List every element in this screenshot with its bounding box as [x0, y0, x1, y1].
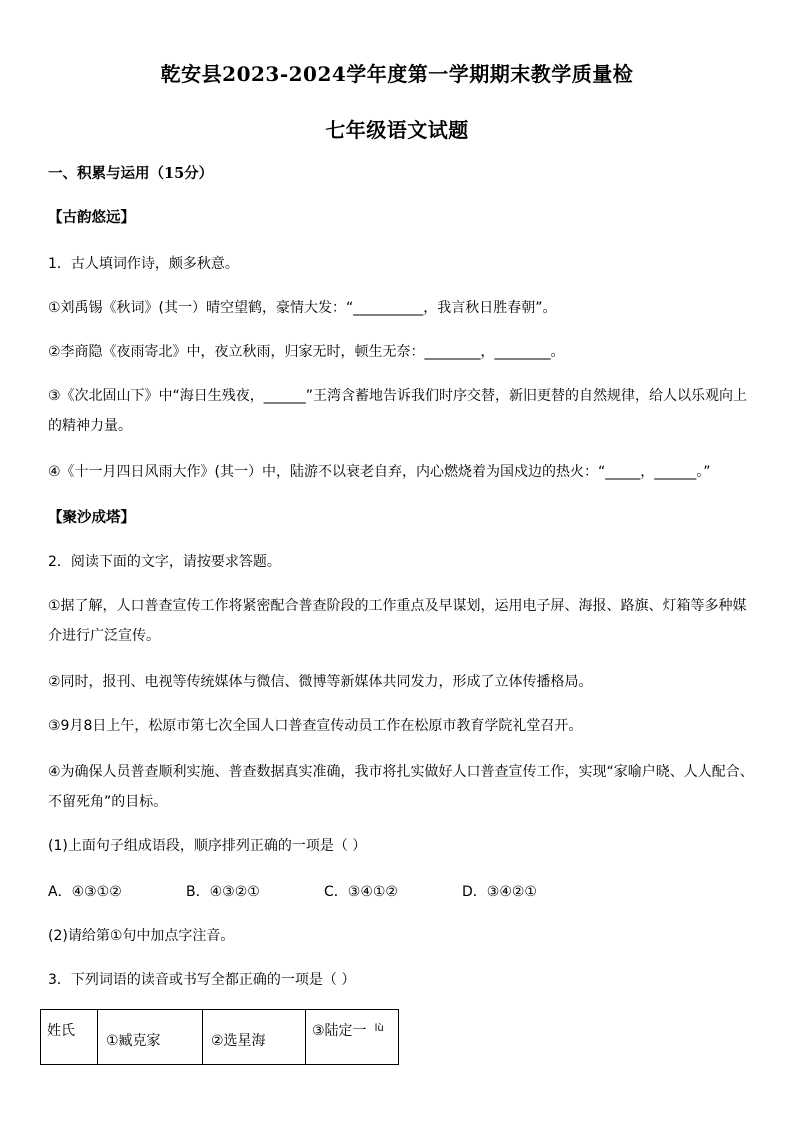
pinyin-annotation: lù — [374, 1023, 384, 1034]
q1-item-4: ④《十一月四日风雨大作》(其一）中，陆游不以衰老自弃，内心燃烧着为国戍边的热火：“_____，______。” — [48, 464, 711, 480]
q1-item-2: ②李商隐《夜雨寄北》中，夜立秋雨，归家无时，顿生无奈：________，________。 — [48, 344, 565, 360]
option-c[interactable]: C．③④①② — [324, 884, 398, 900]
table-cell: 姓氏 — [41, 1010, 98, 1065]
q1-item-3-line1: ③《次北固山下》中“海日生残夜，______”王湾含蓄地告诉我们时序交替，新旧更替的自然规律，给人以乐观向上 — [48, 388, 748, 404]
q2-stem: 2．阅读下面的文字，请按要求答题。 — [48, 554, 281, 570]
q2-sentence-1-line1: ①据了解，人口普查宣传工作将紧密配合普查阶段的工作重点及早谋划，运用电子屏、海报、路旗、灯箱等多种媒 — [48, 598, 747, 614]
option-d[interactable]: D．③④②① — [462, 884, 537, 900]
block-heading-gu: 【古韵悠远】 — [48, 209, 135, 226]
exam-subtitle: 七年级语文试题 — [325, 118, 469, 142]
q3-stem: 3．下列词语的读音或书写全都正确的一项是（ ） — [48, 972, 356, 988]
q2-sentence-3: ③9月8日上午，松原市第七次全国人口普查宣传动员工作在松原市教育学院礼堂召开。 — [48, 718, 583, 734]
section-heading: 一、积累与运用（15分） — [48, 165, 214, 182]
q2-sentence-1-line2: 介进行广泛宣传。 — [48, 628, 160, 644]
q2-options — [48, 882, 754, 902]
q2-sentence-2: ②同时，报刊、电视等传统媒体与微信、微博等新媒体共同发力，形成了立体传播格局。 — [48, 674, 593, 690]
q1-stem: 1．古人填词作诗，颇多秋意。 — [48, 256, 239, 272]
q3-table — [40, 1009, 399, 1065]
table-row — [41, 1010, 399, 1065]
table-cell: ②选星海 — [203, 1010, 306, 1065]
table-cell: ①臧克家 — [98, 1010, 203, 1065]
q1-item-1: ①刘禹锡《秋词》(其一）晴空望鹤，豪情大发：“__________，我言秋日胜春朝”。 — [48, 300, 557, 316]
q2-sub-question-1: (1)上面句子组成语段，顺序排列正确的一项是（ ） — [48, 838, 367, 854]
option-a[interactable]: A．④③①② — [48, 884, 122, 900]
q2-sentence-4-line2: 不留死角”的目标。 — [48, 794, 168, 810]
cell-text: ③陆定一 — [312, 1023, 367, 1039]
option-b[interactable]: B．④③②① — [186, 884, 260, 900]
q2-sub-question-2: (2)请给第①句中加点字注音。 — [48, 928, 235, 944]
exam-title: 乾安县2023-2024学年度第一学期期末教学质量检 — [160, 62, 634, 86]
table-cell — [306, 1010, 399, 1065]
block-heading-ju: 【聚沙成塔】 — [48, 509, 135, 526]
q2-sentence-4-line1: ④为确保人员普查顺利实施、普查数据真实准确，我市将扎实做好人口普查宣传工作，实现“家喻户晓、人人配合、 — [48, 764, 754, 780]
q1-item-3-line2: 的精神力量。 — [48, 418, 132, 434]
